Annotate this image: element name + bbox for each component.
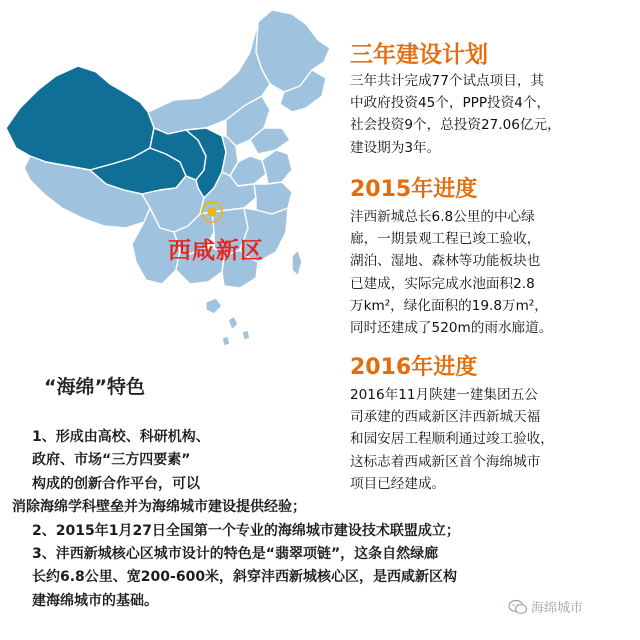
- map-province-xinjiang: [6, 66, 154, 170]
- china-map-graphic: [0, 0, 360, 360]
- feature-line: 构成的创新合作平台，可以: [32, 475, 200, 492]
- feature-line: 建海绵城市的基础。: [32, 592, 158, 609]
- section-line: 和园安居工程顺利通过竣工验收，: [350, 431, 554, 448]
- section-line: 司承建的西咸新区沣西新城天福: [350, 409, 541, 426]
- watermark: [508, 597, 583, 619]
- section-body-2015: [350, 206, 552, 339]
- section-line: 湖泊、湿地、森林等功能板块也: [350, 253, 541, 270]
- section-body-plan: [350, 70, 561, 159]
- features-list: [12, 426, 636, 613]
- section-line: 社会投资9个，总投资27.06亿元，: [350, 117, 561, 134]
- wechat-icon: [508, 599, 528, 619]
- watermark-text: 海绵城市: [531, 601, 584, 616]
- section-title-2015: 2015年进度: [350, 177, 478, 202]
- section-line: 已建成，实际完成水池面积2.8: [350, 275, 535, 292]
- section-line: 廊，一期景观工程已竣工验收，: [350, 231, 541, 248]
- map-province-jiangsu: [262, 150, 292, 184]
- section-line: 沣西新城总长6.8公里的中心绿: [350, 209, 535, 225]
- feature-line: 长约6.8公里、宽200-600米，斜穿沣西新城核心区，是西咸新区构: [32, 569, 458, 586]
- section-line: 建设期为3年。: [350, 139, 441, 156]
- section-line: 万km²，绿化面积的19.8万m²，: [350, 297, 548, 314]
- feature-line: 1、形成由高校、科研机构、: [32, 429, 210, 445]
- map-south-sea-islands: [222, 316, 250, 346]
- section-line: 项目已经建成。: [350, 475, 446, 492]
- map-province-taiwan: [292, 250, 302, 276]
- section-line: 这标志着西咸新区首个海绵城市: [350, 453, 541, 470]
- section-line: 2016年11月陕建一建集团五公: [350, 387, 538, 403]
- china-map: [0, 0, 360, 360]
- feature-line: 2、2015年1月27日全国第一个专业的海绵城市建设技术联盟成立；: [32, 522, 460, 539]
- region-label: 西咸新区: [168, 238, 264, 264]
- section-line: 同时还建成了520m的雨水廊道。: [350, 320, 553, 337]
- feature-line: 政府、市场“三方四要素”: [32, 452, 191, 469]
- section-line: 三年共计完成77个试点项目，其: [350, 73, 545, 89]
- section-title-2016: 2016年进度: [350, 355, 478, 380]
- feature-line: 消除海绵学科壁垒并为海绵城市建设提供经验；: [12, 499, 306, 516]
- section-title-plan: 三年建设计划: [350, 42, 488, 68]
- map-province-hainan: [206, 298, 222, 314]
- feature-line: 3、沣西新城核心区城市设计的特色是“翡翠项链”，这条自然绿廊: [32, 546, 439, 563]
- section-line: 中政府投资45个，PPP投资4个，: [350, 95, 551, 112]
- features-title: “海绵”特色: [44, 376, 145, 398]
